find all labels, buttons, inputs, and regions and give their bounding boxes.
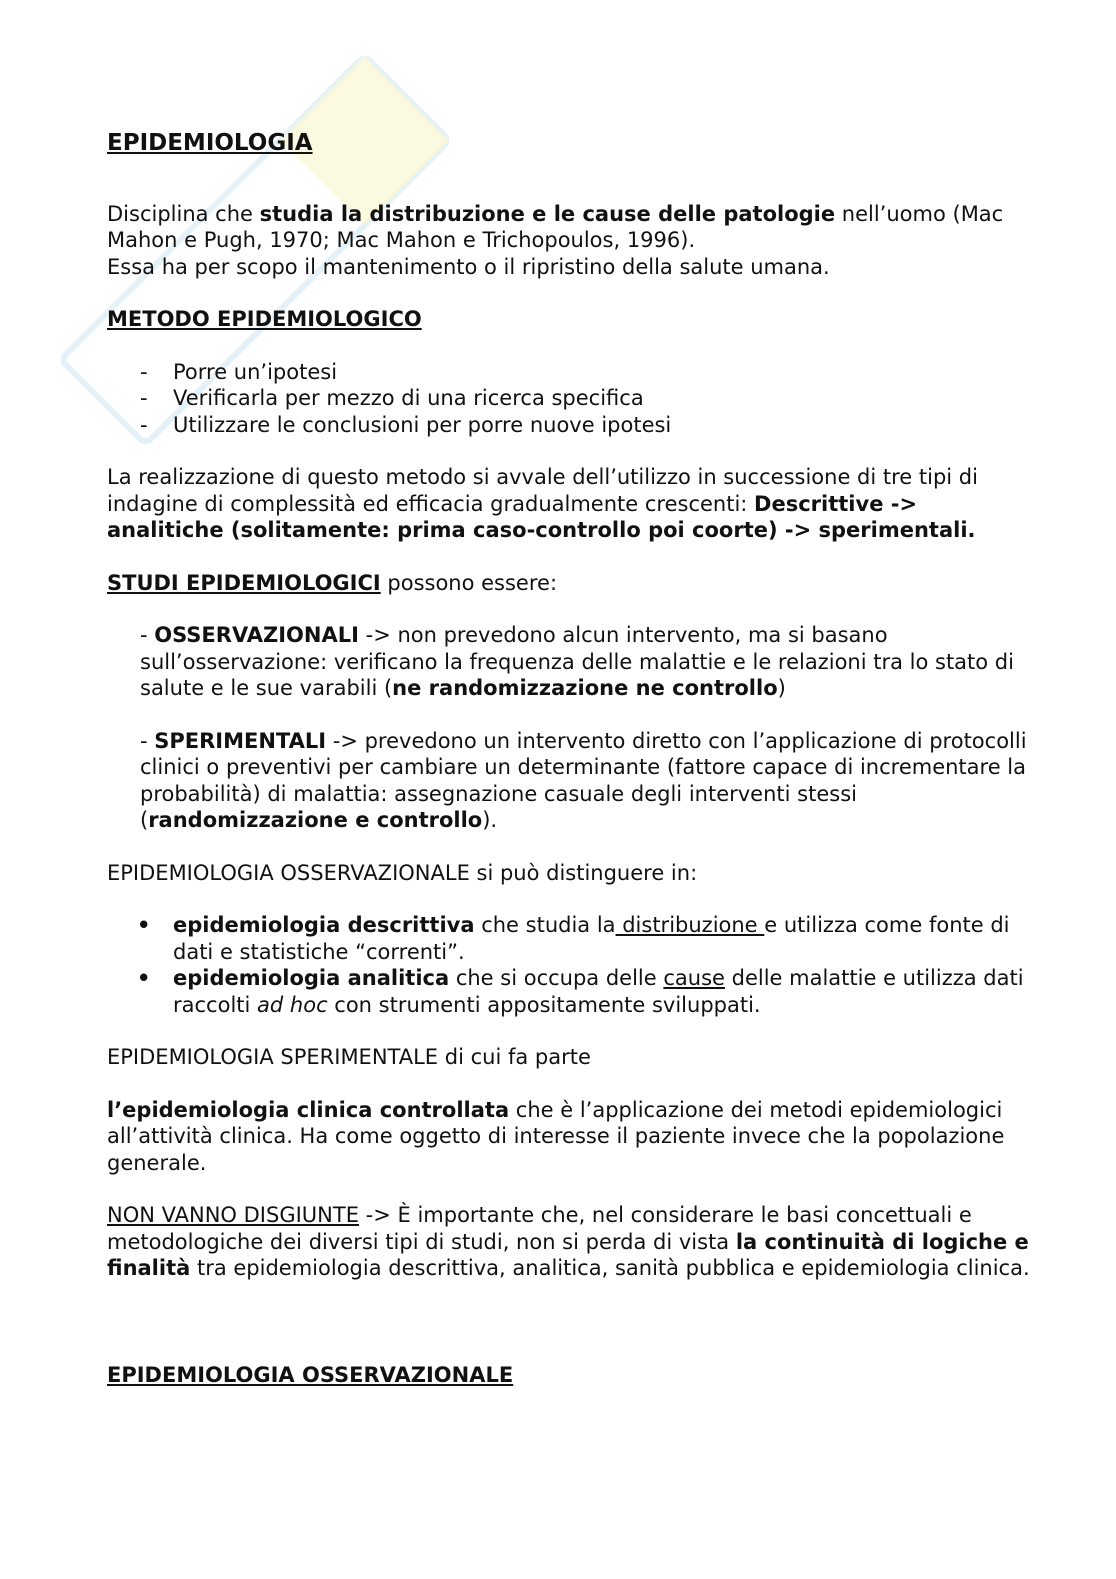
- intro-paragraph: Disciplina che studia la distribuzione e le cause delle patologie nell’uomo (Mac Mahon e Pugh, 1970; Mac Mahon e Trichopoulos, 1996).: [107, 201, 1004, 252]
- studi-heading-line: STUDI EPIDEMIOLOGICI possono essere:: [107, 570, 558, 595]
- osservazionale-intro: EPIDEMIOLOGIA OSSERVAZIONALE si può distinguere in:: [107, 860, 698, 885]
- list-item: - Verificarla per mezzo di una ricerca specifica: [107, 385, 1037, 412]
- sperimentale-paragraph: l’epidemiologia clinica controllata che è l’applicazione dei metodi epidemiologici all’attività clinica. Ha come oggetto di interesse il paziente invece che la popolazione generale.: [107, 1097, 1005, 1175]
- metodo-description: La realizzazione di questo metodo si avvale dell’utilizzo in successione di tre tipi di indagine di complessità ed efficacia gradualmente crescenti: Descrittive -> analitiche (solitamente: prima caso-controllo poi coorte) -> sperimentali.: [107, 465, 978, 542]
- intro-purpose: Essa ha per scopo il mantenimento o il ripristino della salute umana.: [107, 254, 830, 279]
- sperimentale-intro: EPIDEMIOLOGIA SPERIMENTALE di cui fa parte: [107, 1045, 591, 1069]
- sperimentali-paragraph: - SPERIMENTALI -> prevedono un intervento diretto con l’applicazione di protocolli clinici o preventivi per cambiare un determinante (fattore capace di incrementare la probabilità) di malattia: assegnazione casuale degli interventi stessi (randomizzazione e controllo).: [140, 728, 1027, 832]
- metodo-steps: [107, 359, 1037, 439]
- section2-heading: EPIDEMIOLOGIA OSSERVAZIONALE: [107, 1362, 514, 1387]
- list-item: • epidemiologia descrittiva che studia la distribuzione e utilizza come fonte di dati e statistiche “correnti”.: [107, 912, 1037, 965]
- osservazionali-paragraph: - OSSERVAZIONALI -> non prevedono alcun intervento, ma si basano sull’osservazione: verificano la frequenza delle malattie e le relazioni tra lo stato di salute e le sue varabili (ne randomizzazione ne controllo): [140, 623, 1014, 700]
- list-item: - Utilizzare le conclusioni per porre nuove ipotesi: [107, 412, 1037, 439]
- disgiunte-paragraph: NON VANNO DISGIUNTE -> È importante che, nel considerare le basi concettuali e metodologiche dei diversi tipi di studi, non si perda di vista la continuità di logiche e finalità tra epidemiologia descrittiva, analitica, sanità pubblica e epidemiologia clinica.: [107, 1203, 1030, 1280]
- document-page: [107, 130, 1037, 1388]
- metodo-heading: METODO EPIDEMIOLOGICO: [107, 307, 422, 331]
- osservazionale-types: [107, 912, 1037, 1018]
- list-item: • epidemiologia analitica che si occupa delle cause delle malattie e utilizza dati raccolti ad hoc con strumenti appositamente sviluppati.: [107, 965, 1037, 1018]
- list-item: - Porre un’ipotesi: [107, 359, 1037, 386]
- page-title: EPIDEMIOLOGIA: [107, 130, 313, 156]
